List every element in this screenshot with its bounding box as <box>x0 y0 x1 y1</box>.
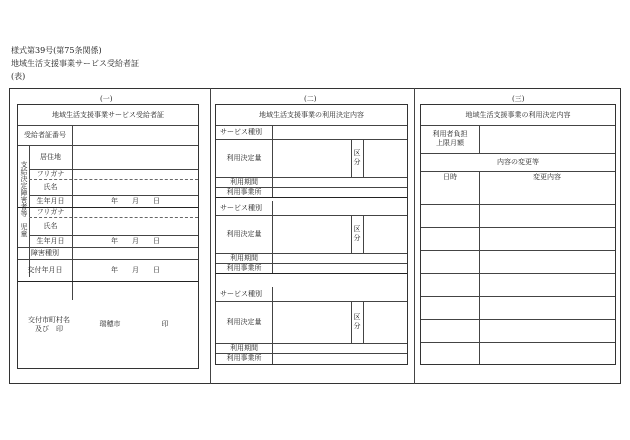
section-three-label: (三) <box>512 95 525 103</box>
block3-period-label: 利用期間 <box>230 343 258 352</box>
child-name-label: 氏名 <box>43 221 58 230</box>
municipality-name: 瑞穂市 <box>99 320 121 328</box>
changes-heading: 内容の変更等 <box>497 157 539 166</box>
address-value <box>73 145 198 169</box>
birthdate-label: 生年月日 <box>36 196 65 205</box>
block1-decision-amount-label: 利用決定量 <box>226 153 262 162</box>
decision-changes-panel <box>420 104 616 365</box>
child-birthdate-value: 年 月 日 <box>111 236 160 245</box>
block2-period-label: 利用期間 <box>230 253 258 262</box>
form-side: (表) <box>11 72 26 81</box>
block1-service-type-label: サービス種別 <box>220 127 262 136</box>
table-row <box>421 227 615 228</box>
issue-date-label: 交付年月日 <box>27 265 63 274</box>
copay-limit-label: 利用者負担 上限月額 <box>432 130 468 147</box>
block2-category-label: 区 分 <box>353 225 361 242</box>
table-row <box>421 250 615 251</box>
address-label: 居住地 <box>40 152 61 161</box>
block1-provider-label: 利用事業所 <box>226 187 262 196</box>
furigana-label: フリガナ <box>36 169 65 178</box>
block2-service-type-label: サービス種別 <box>220 203 262 212</box>
table-row <box>421 204 615 205</box>
child-birthdate-label: 生年月日 <box>36 236 65 245</box>
block3-category-label: 区 分 <box>353 313 361 330</box>
child-furigana-label: フリガナ <box>36 207 65 216</box>
section-one-label: (一) <box>100 95 113 103</box>
column-date-header: 日時 <box>443 172 457 181</box>
issue-date-value: 年 月 日 <box>111 265 160 274</box>
table-row <box>421 296 615 297</box>
form-title: 地域生活支援事業サービス受給者証 <box>11 59 139 68</box>
table-row <box>421 342 615 343</box>
name-label: 氏名 <box>43 182 58 191</box>
disability-type-value <box>73 247 198 259</box>
recipient-number-label: 受給者証番号 <box>24 130 66 139</box>
panel1-title: 地域生活支援事業サービス受給者証 <box>52 110 164 119</box>
seal-mark: 印 <box>161 320 169 328</box>
panel2-title: 地域生活支援事業の利用決定内容 <box>259 110 364 119</box>
panel3-title: 地域生活支援事業の利用決定内容 <box>465 110 571 119</box>
table-row <box>421 319 615 320</box>
form-number: 様式第39号(第75条関係) <box>11 46 102 55</box>
birthdate-value: 年 月 日 <box>111 196 160 205</box>
block1-category-label: 区 分 <box>353 149 361 166</box>
table-row <box>421 273 615 274</box>
block3-provider-label: 利用事業所 <box>226 354 262 362</box>
block3-service-type-label: サービス種別 <box>220 289 262 298</box>
recipient-number-value <box>73 125 198 145</box>
block3-decision-amount-label: 利用決定量 <box>226 317 262 326</box>
block1-period-label: 利用期間 <box>230 177 258 186</box>
section-two-label: (二) <box>304 95 317 103</box>
disability-type-label: 障害種別 <box>31 248 59 257</box>
municipality-label: 交付市町村名 及び 印 <box>28 315 70 333</box>
block2-provider-label: 利用事業所 <box>226 263 262 272</box>
block2-decision-amount-label: 利用決定量 <box>226 229 262 238</box>
fold-line-left <box>210 88 211 384</box>
usage-decision-panel <box>215 104 408 365</box>
fold-line-right <box>414 88 415 384</box>
child-group-label: 児童 <box>20 223 28 237</box>
column-change-header: 変更内容 <box>533 172 561 181</box>
recipient-card-panel <box>17 104 199 369</box>
disabled-person-group-label: 支給決定障害者等 <box>20 161 28 217</box>
